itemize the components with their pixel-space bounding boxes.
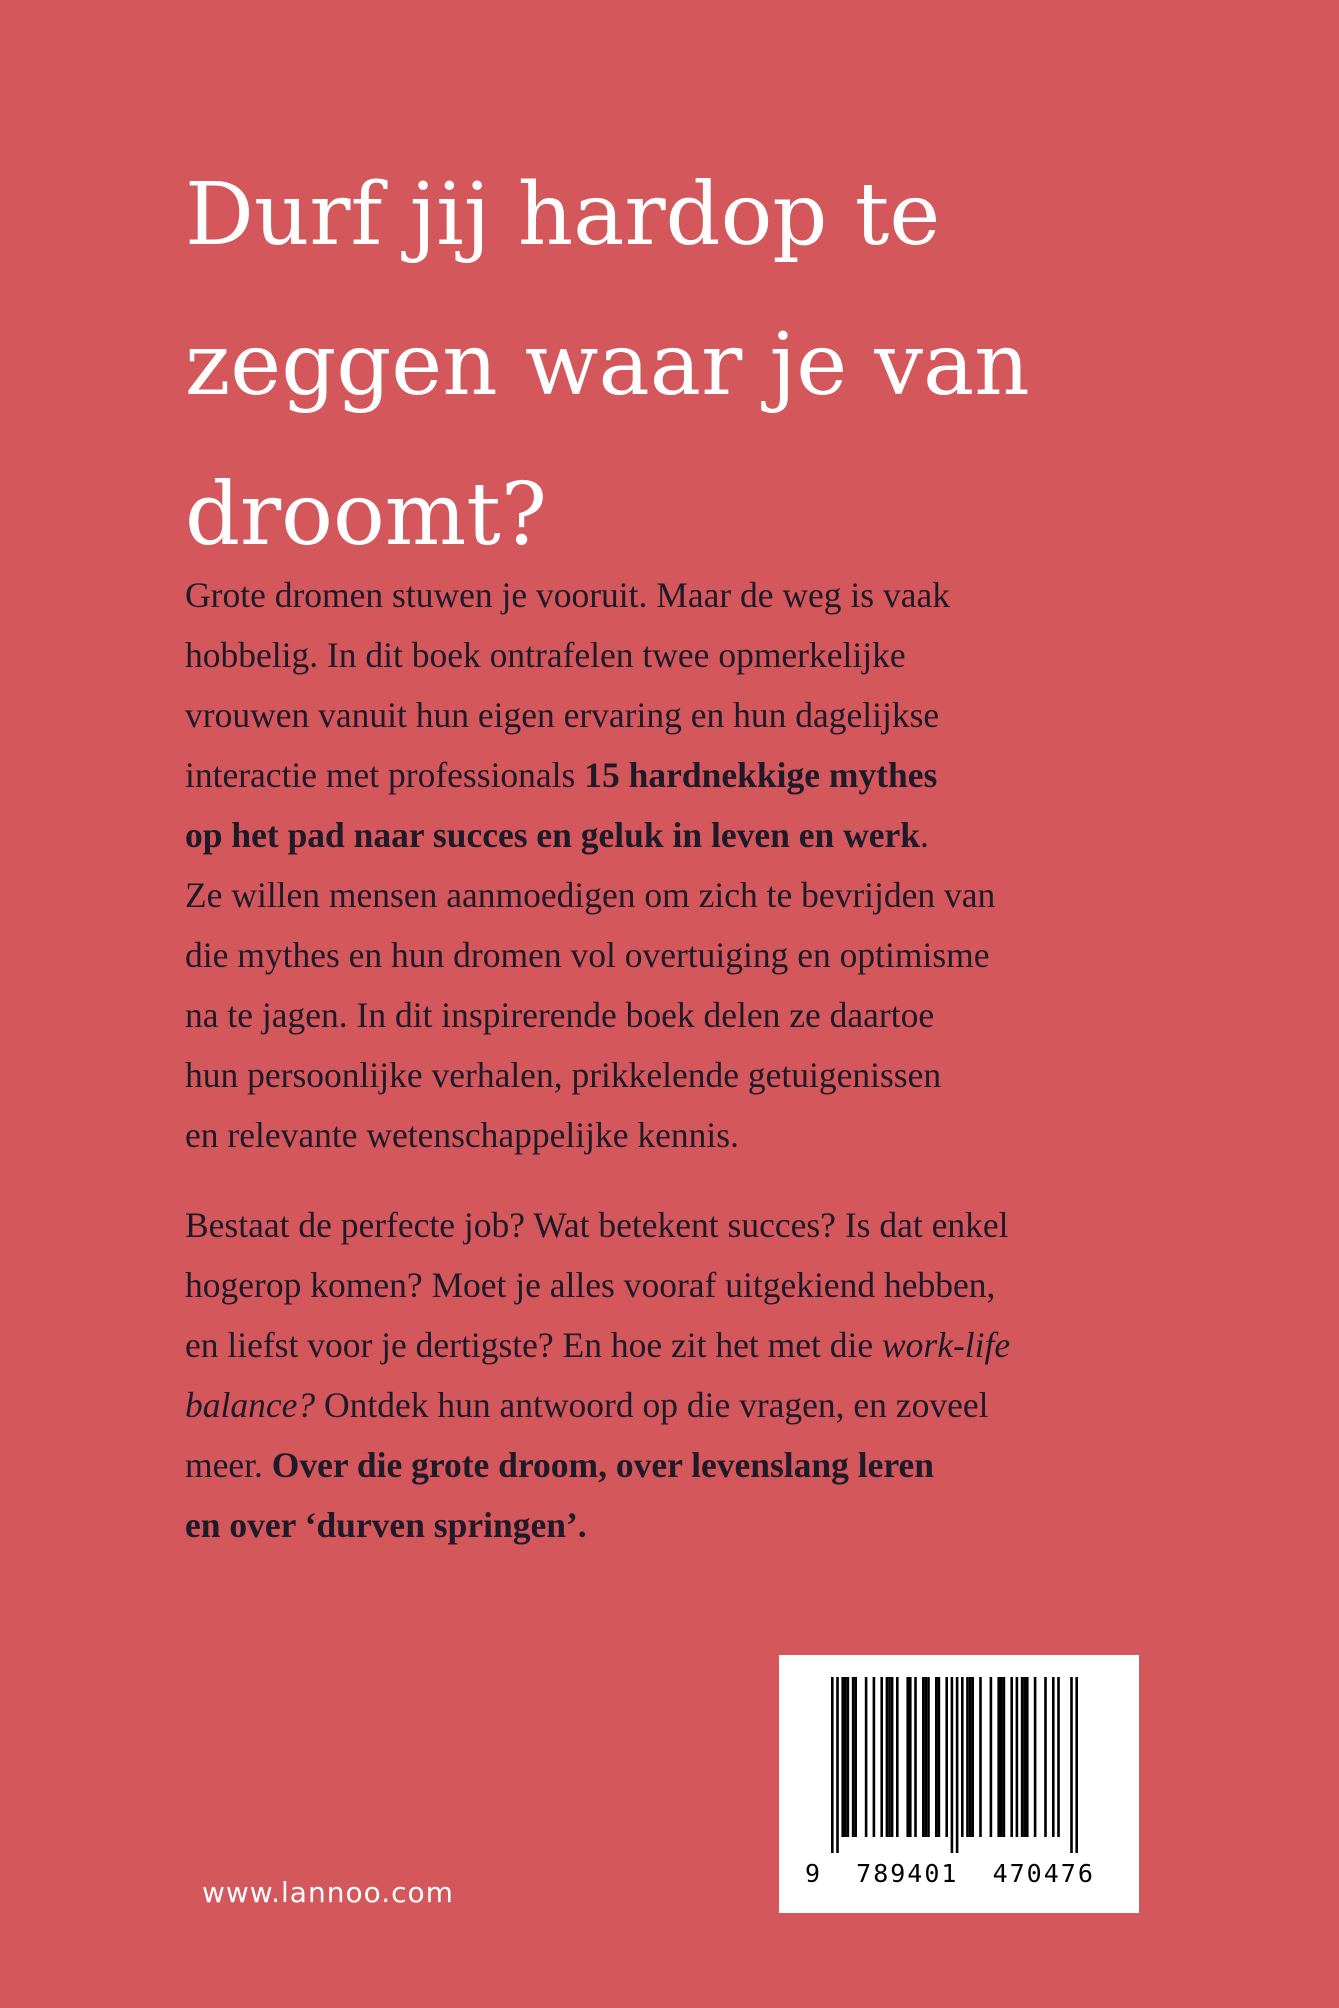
italic-text: work-life [881,1325,1011,1365]
barcode-bar [891,1677,894,1837]
paragraph-line: die mythes en hun dromen vol overtuiging en optimisme [185,935,990,975]
paragraph-line: na te jagen. In dit inspirerende boek delen ze daartoe [185,995,935,1035]
barcode-bar [847,1677,850,1837]
barcode-bar [935,1677,938,1837]
paragraph-line: Ze willen mensen aanmoedigen om zich te bevrijden van [185,875,996,915]
headline-line-3: droomt? [185,465,547,565]
barcode-bar [896,1677,899,1837]
barcode-bar [1016,1677,1019,1837]
headline-line-1: Durf jij hardop te [185,165,941,265]
barcode-bar [909,1677,912,1837]
barcode-bar [997,1677,1000,1837]
paragraph-line: Grote dromen stuwen je vooruit. Maar de weg is vaak [185,575,951,615]
bold-text: 15 hardnekkige mythes [584,755,938,795]
barcode-bar [969,1677,972,1837]
paragraph-line [185,805,1195,865]
publisher-website: www.lannoo.com [202,1876,454,1909]
barcode-bar [925,1677,928,1837]
plain-text: meer. [185,1445,272,1485]
bold-text: op het pad naar succes en geluk in leven en werk [185,815,921,855]
barcode-bar [979,1677,982,1837]
plain-text: Ontdek hun antwoord op die vragen, en zoveel [315,1385,989,1425]
barcode-bar [873,1677,876,1837]
barcode-bars-icon [831,1677,1091,1853]
barcode-bar [971,1677,974,1837]
plain-text: en liefst voor je dertigste? En hoe zit het met die [185,1325,882,1365]
barcode-bar [880,1677,883,1837]
isbn-barcode [779,1655,1139,1913]
paragraph-line [185,1375,1195,1435]
barcode-bar [1052,1677,1055,1837]
barcode-bar [836,1677,839,1853]
barcode-bar [951,1677,954,1853]
barcode-bar [854,1677,857,1837]
paragraph-line [185,1315,1195,1375]
paragraph-line: hogerop komen? Moet je alles vooraf uitgekiend hebben, [185,1265,996,1305]
paragraph-line [185,745,1195,805]
barcode-bar [1044,1677,1047,1837]
barcode-bar [945,1677,948,1837]
plain-text: interactie met professionals [185,755,585,795]
headline [185,140,1185,590]
barcode-bar [831,1677,834,1853]
barcode-bar [886,1677,889,1837]
barcode-bar [1000,1677,1003,1837]
isbn-number: 9 789401 470476 [805,1859,1095,1888]
barcode-bar [1023,1677,1026,1837]
bold-text: Over die grote droom, over levenslang leren [271,1445,934,1485]
barcode-bar [906,1677,909,1837]
barcode-bar [1003,1677,1006,1837]
plain-text: . [920,815,929,855]
blurb-paragraph-1 [185,565,1195,1165]
barcode-bar [927,1677,930,1837]
barcode-bar [1026,1677,1029,1837]
barcode-bar [961,1677,964,1837]
barcode-bar [865,1677,868,1837]
barcode-bar [938,1677,941,1837]
barcode-bar [1070,1677,1073,1853]
paragraph-line: hun persoonlijke verhalen, prikkelende getuigenissen [185,1055,942,1095]
barcode-bar [852,1677,855,1837]
barcode-bar [1057,1677,1060,1837]
paragraph-line [185,1435,1195,1495]
barcode-bar [1034,1677,1037,1837]
barcode-bar [888,1677,891,1837]
paragraph-line: en relevante wetenschappelijke kennis. [185,1115,739,1155]
italic-text: balance? [185,1385,316,1425]
paragraph-line: hobbelig. In dit boek ontrafelen twee opmerkelijke [185,635,906,675]
blurb-paragraph-2 [185,1195,1195,1555]
barcode-bar [841,1677,844,1837]
barcode-bar [1010,1677,1013,1837]
barcode-bar [1075,1677,1078,1853]
barcode-bar [844,1677,847,1837]
paragraph-line: Bestaat de perfecte job? Wat betekent succes? Is dat enkel [185,1205,1009,1245]
paragraph-line: en over ‘durven springen’. [185,1505,587,1545]
barcode-bar [956,1677,959,1853]
barcode-bar [990,1677,993,1837]
barcode-bar [1021,1677,1024,1837]
barcode-bar [914,1677,917,1837]
barcode-bar [922,1677,925,1837]
headline-line-2: zeggen waar je van [185,315,1030,415]
paragraph-line: vrouwen vanuit hun eigen ervaring en hun dagelijkse [185,695,940,735]
barcode-bar [966,1677,969,1837]
